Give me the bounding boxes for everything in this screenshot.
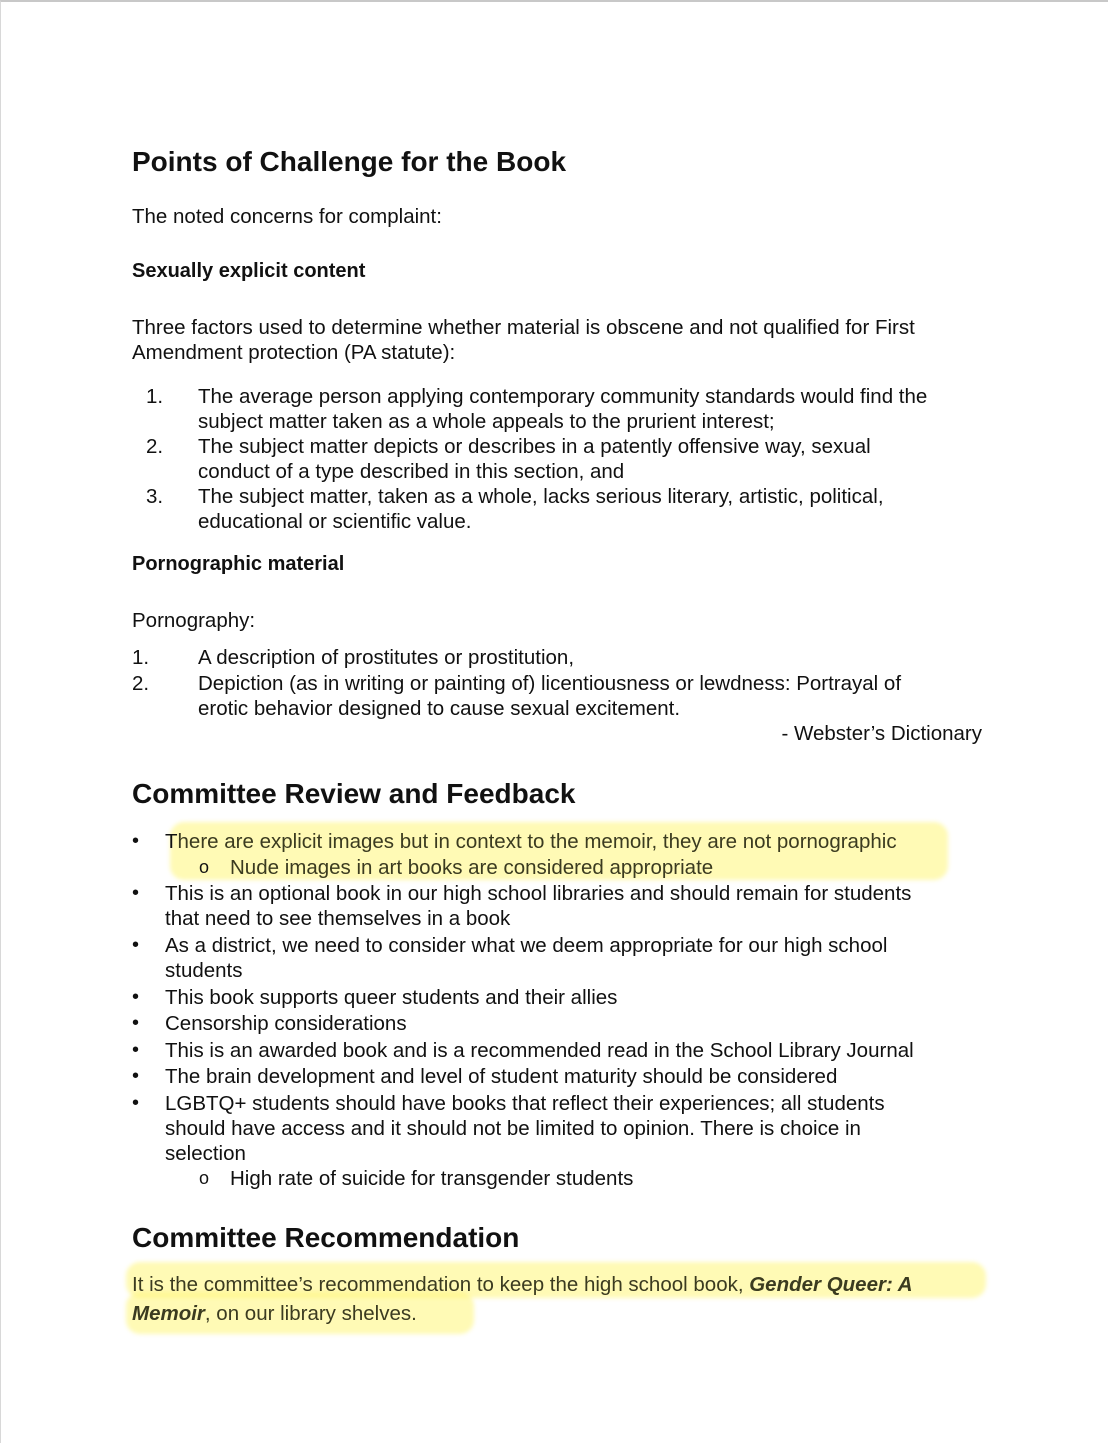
factor-number: 3. <box>146 485 164 508</box>
bullet-icon: • <box>132 986 140 1008</box>
bullet-icon: • <box>132 830 140 852</box>
feedback-item-lgbtq-line3: selection <box>165 1142 246 1165</box>
bullet-icon: • <box>132 1065 140 1087</box>
feedback-subitem-suicide-rate: High rate of suicide for transgender students <box>230 1167 634 1190</box>
sub-bullet-icon: o <box>199 857 210 877</box>
factors-intro-line1: Three factors used to determine whether material is obscene and not qualified for First <box>132 316 915 339</box>
recommendation-text-end: , on our library shelves. <box>204 1302 417 1325</box>
bullet-icon: • <box>132 882 140 904</box>
sub-bullet-icon: o <box>199 1168 210 1188</box>
factor-1-line2: subject matter taken as a whole appeals to the prurient interest; <box>198 410 775 433</box>
section-title-committee-recommendation: Committee Recommendation <box>132 1222 520 1253</box>
definition-number: 1. <box>132 646 150 669</box>
feedback-item-queer-students: This book supports queer students and their allies <box>165 986 618 1009</box>
feedback-item-awarded-book: This is an awarded book and is a recommended read in the School Library Journal <box>165 1039 914 1062</box>
subheading-pornographic-material: Pornographic material <box>132 553 345 575</box>
bullet-icon: • <box>132 1039 140 1061</box>
definition-number: 2. <box>132 672 150 695</box>
pornography-label: Pornography: <box>132 609 256 632</box>
feedback-item-brain-development: The brain development and level of student maturity should be considered <box>165 1065 838 1088</box>
feedback-item-explicit-images <box>165 829 897 854</box>
subheading-sexually-explicit: Sexually explicit content <box>132 260 366 282</box>
recommendation-text: It is the committee’s recommendation to keep the high school book, <box>132 1273 750 1296</box>
factor-2-line2: conduct of a type described in this section, and <box>198 460 625 483</box>
feedback-item-lgbtq-line2: should have access and it should not be limited to opinion. There is choice in <box>165 1117 861 1140</box>
feedback-item-censorship: Censorship considerations <box>165 1012 407 1035</box>
book-title-part2: Memoir <box>132 1302 205 1325</box>
factor-number: 2. <box>146 435 164 458</box>
book-title-part1: Gender Queer: A <box>749 1273 913 1296</box>
definition-1-line1: A description of prostitutes or prostitution, <box>198 646 575 669</box>
feedback-item-optional-line2: that need to see themselves in a book <box>165 907 511 930</box>
websters-attribution: - Webster’s Dictionary <box>781 722 982 745</box>
bullet-icon: • <box>132 1012 140 1034</box>
definition-2-line2: erotic behavior designed to cause sexual excitement. <box>198 697 681 720</box>
section-title-points-of-challenge: Points of Challenge for the Book <box>132 146 567 177</box>
feedback-first-letter: T <box>165 830 178 853</box>
bullet-icon: • <box>132 934 140 956</box>
factor-1-line1: The average person applying contemporary community standards would find the <box>198 385 928 408</box>
factor-2-line1: The subject matter depicts or describes in a patently offensive way, sexual <box>198 435 871 458</box>
feedback-item-district-line2: students <box>165 959 243 982</box>
factor-3-line1: The subject matter, taken as a whole, lacks serious literary, artistic, political, <box>198 485 884 508</box>
factor-3-line2: educational or scientific value. <box>198 510 472 533</box>
feedback-subitem-nude-images: Nude images in art books are considered appropriate <box>230 856 714 879</box>
factor-number: 1. <box>146 385 164 408</box>
feedback-item-district-line1: As a district, we need to consider what we deem appropriate for our high school <box>165 934 888 957</box>
recommendation-line2 <box>132 1301 417 1326</box>
feedback-item-optional-line1: This is an optional book in our high school libraries and should remain for students <box>165 882 912 905</box>
recommendation-line1 <box>132 1272 913 1297</box>
section-title-committee-review: Committee Review and Feedback <box>132 778 576 809</box>
intro-text: The noted concerns for complaint: <box>132 205 442 228</box>
feedback-item-lgbtq-line1: LGBTQ+ students should have books that reflect their experiences; all students <box>165 1092 885 1115</box>
factors-intro-line2: Amendment protection (PA statute): <box>132 341 456 364</box>
feedback-highlighted-text: here are explicit images but in context to the memoir, they are not pornographic <box>177 830 897 853</box>
bullet-icon: • <box>132 1092 140 1114</box>
definition-2-line1: Depiction (as in writing or painting of) licentiousness or lewdness: Portrayal of <box>198 672 902 695</box>
